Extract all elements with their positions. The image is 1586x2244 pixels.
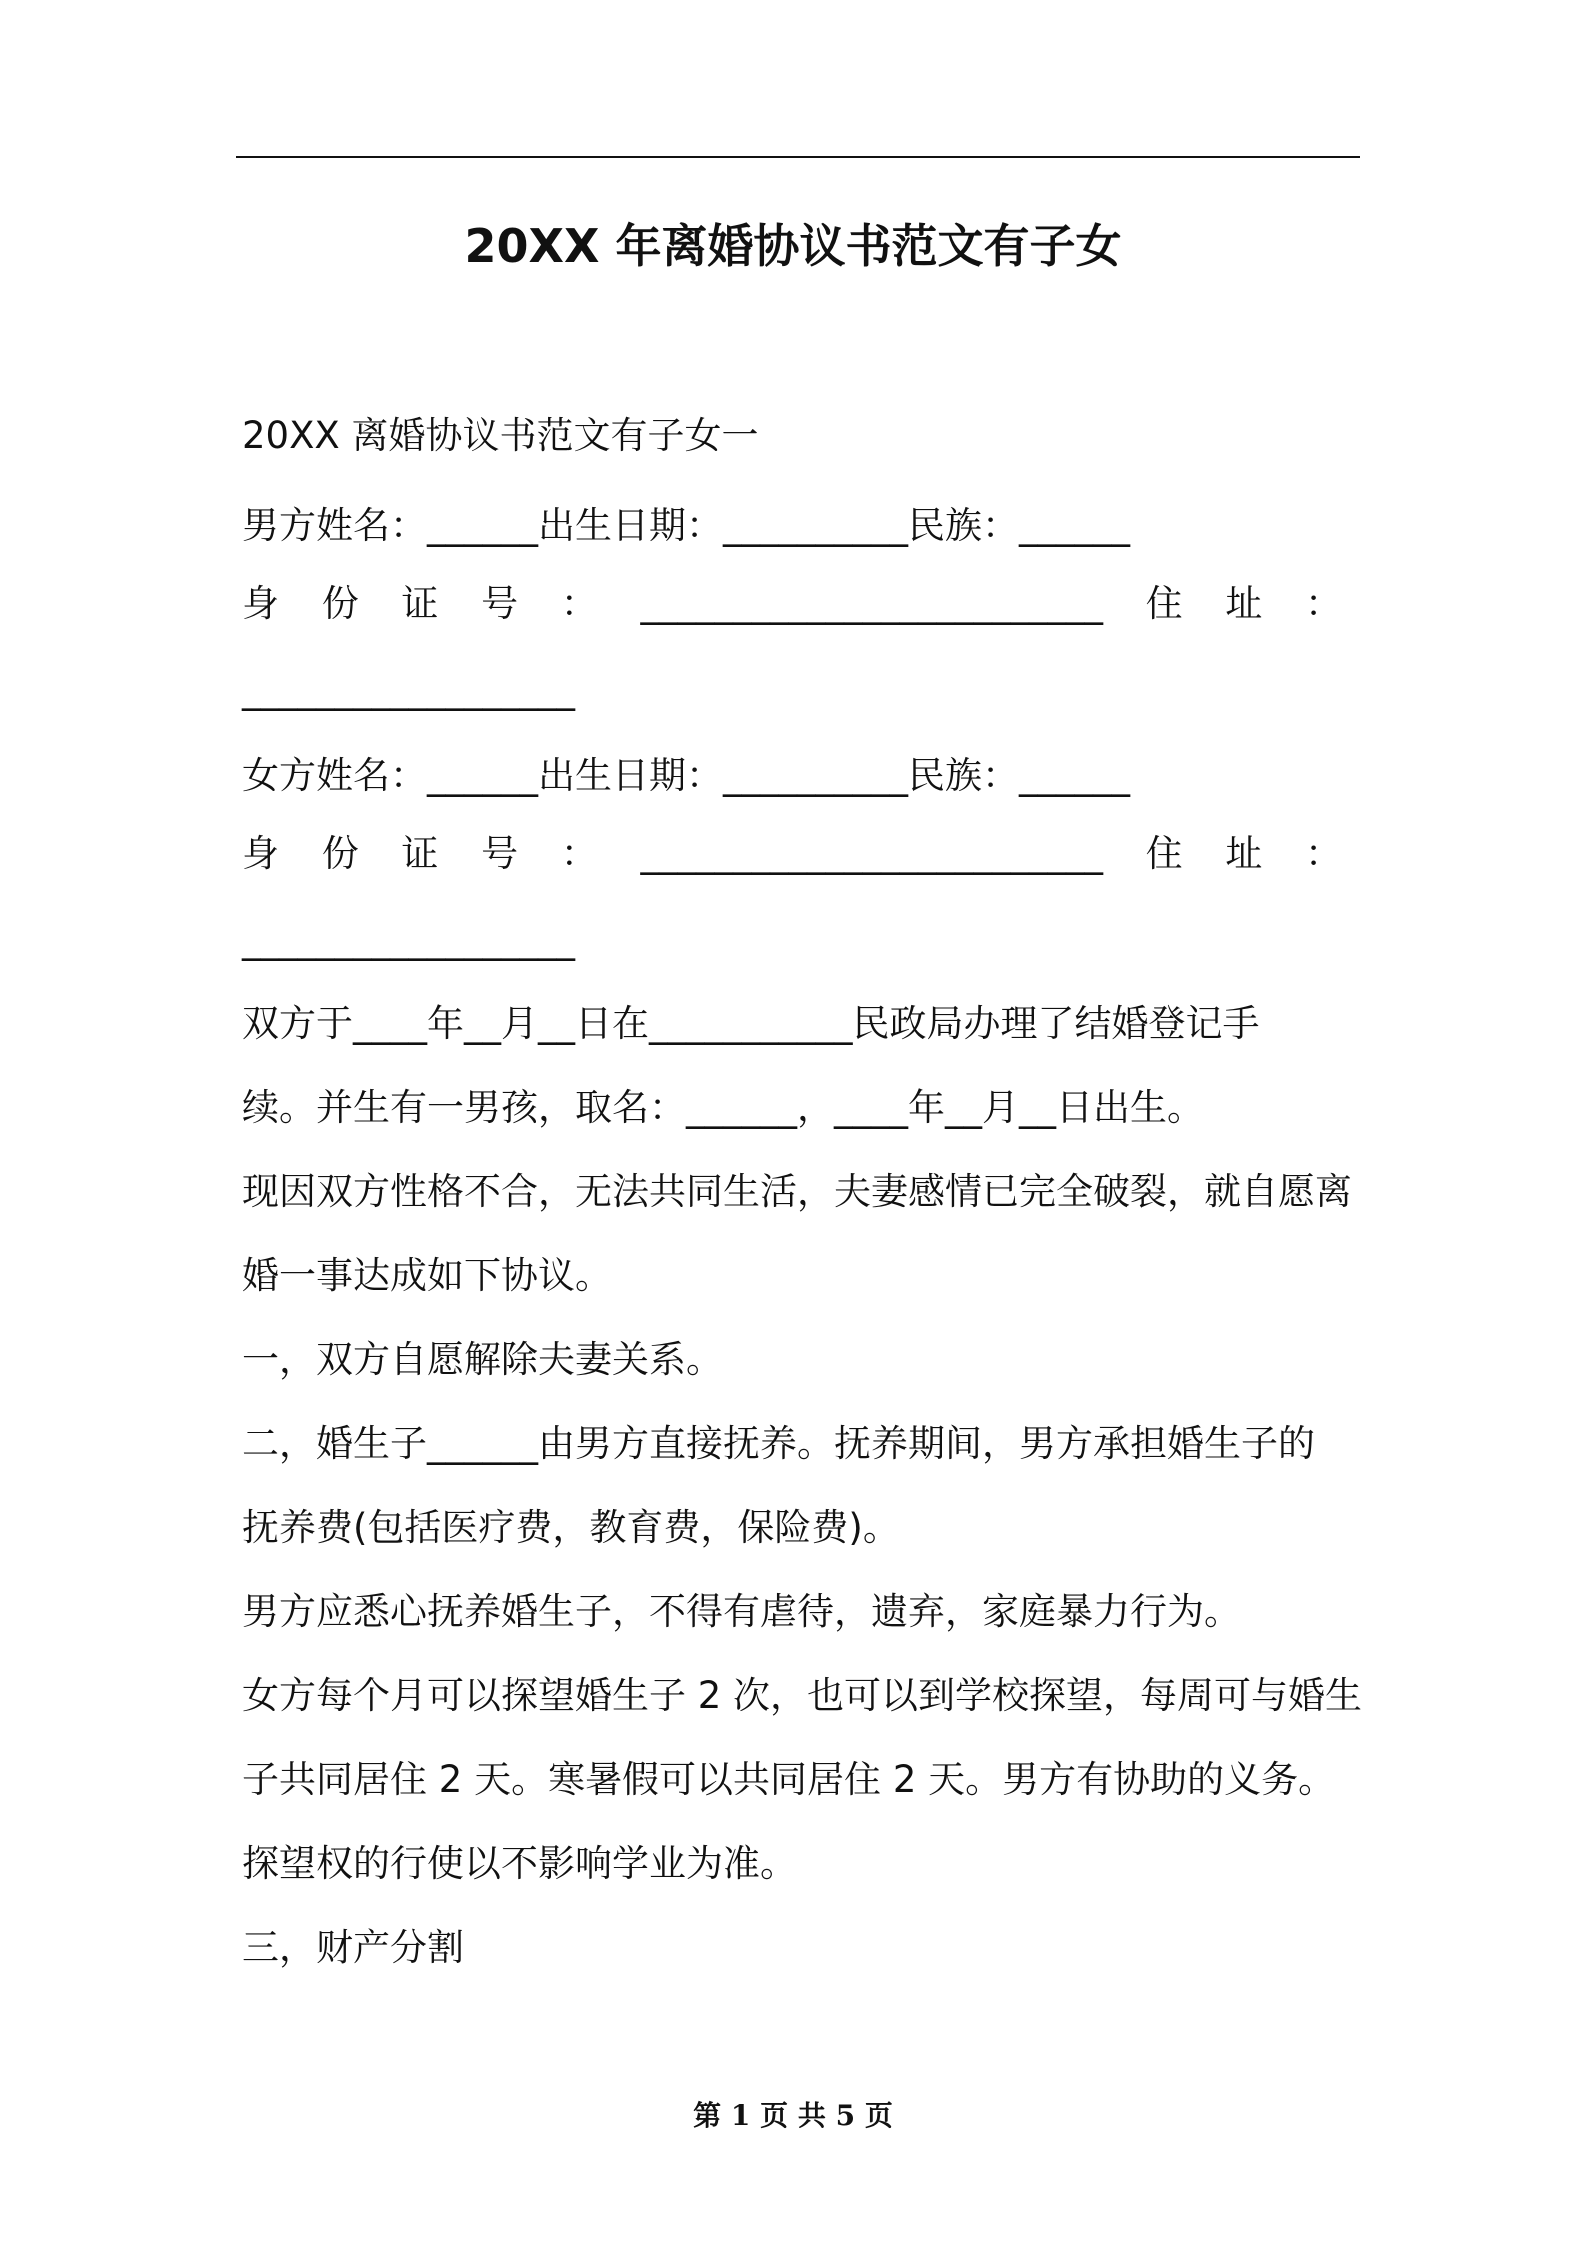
body-line: 续。并生有一男孩，取名：______，____年__月__日出生。 [242,1086,1204,1129]
page-number: 第 1 页 共 5 页 [693,2099,893,2132]
document-title: 20XX 年离婚协议书范文有子女 [464,219,1122,273]
woman-address-blank: __________________ [242,918,575,961]
id-colon: ： [560,832,598,875]
body-line: 女方每个月可以探望婚生子 2 次，也可以到学校探望，每周可与婚生 [242,1674,1363,1717]
address-char: 住 [1145,582,1183,625]
body-line: 探望权的行使以不影响学业为准。 [242,1842,797,1885]
man-info-line: 男方姓名：______出生日期：__________民族：______ [242,504,1130,547]
body-line: 男方应悉心抚养婚生子，不得有虐待，遗弃，家庭暴力行为。 [242,1590,1241,1633]
body-line: 三，财产分割 [242,1926,464,1969]
header-rule [236,156,1360,158]
id-blank: _________________________ [640,582,1103,625]
body-line: 现因双方性格不合，无法共同生活，夫妻感情已完全破裂，就自愿离 [242,1170,1352,1213]
address-char: 住 [1145,832,1183,875]
man-id-address-line [242,578,1342,630]
body-line: 二，婚生子______由男方直接抚养。抚养期间，男方承担婚生子的 [242,1422,1315,1465]
woman-id-address-line [242,828,1342,880]
address-colon: ： [1305,832,1342,875]
id-char: 身 [242,832,279,875]
address-char: 址 [1225,832,1263,875]
address-char: 址 [1225,582,1263,625]
body-line: 婚一事达成如下协议。 [242,1254,612,1297]
section-heading: 20XX 离婚协议书范文有子女一 [242,414,759,457]
body-line: 双方于____年__月__日在___________民政局办理了结婚登记手 [242,1002,1260,1045]
body-line: 抚养费(包括医疗费，教育费，保险费)。 [242,1506,900,1549]
id-char: 号 [481,582,519,625]
address-colon: ： [1305,582,1342,625]
id-char: 号 [481,832,519,875]
id-char: 份 [321,832,359,875]
id-char: 份 [321,582,359,625]
id-colon: ： [560,582,598,625]
id-blank: _________________________ [640,832,1103,875]
body-line: 一，双方自愿解除夫妻关系。 [242,1338,723,1381]
man-address-blank: __________________ [242,668,575,711]
id-char: 身 [242,582,279,625]
id-char: 证 [401,832,439,875]
id-char: 证 [401,582,439,625]
body-line: 子共同居住 2 天。寒暑假可以共同居住 2 天。男方有协助的义务。 [242,1758,1336,1801]
woman-info-line: 女方姓名：______出生日期：__________民族：______ [242,754,1130,797]
